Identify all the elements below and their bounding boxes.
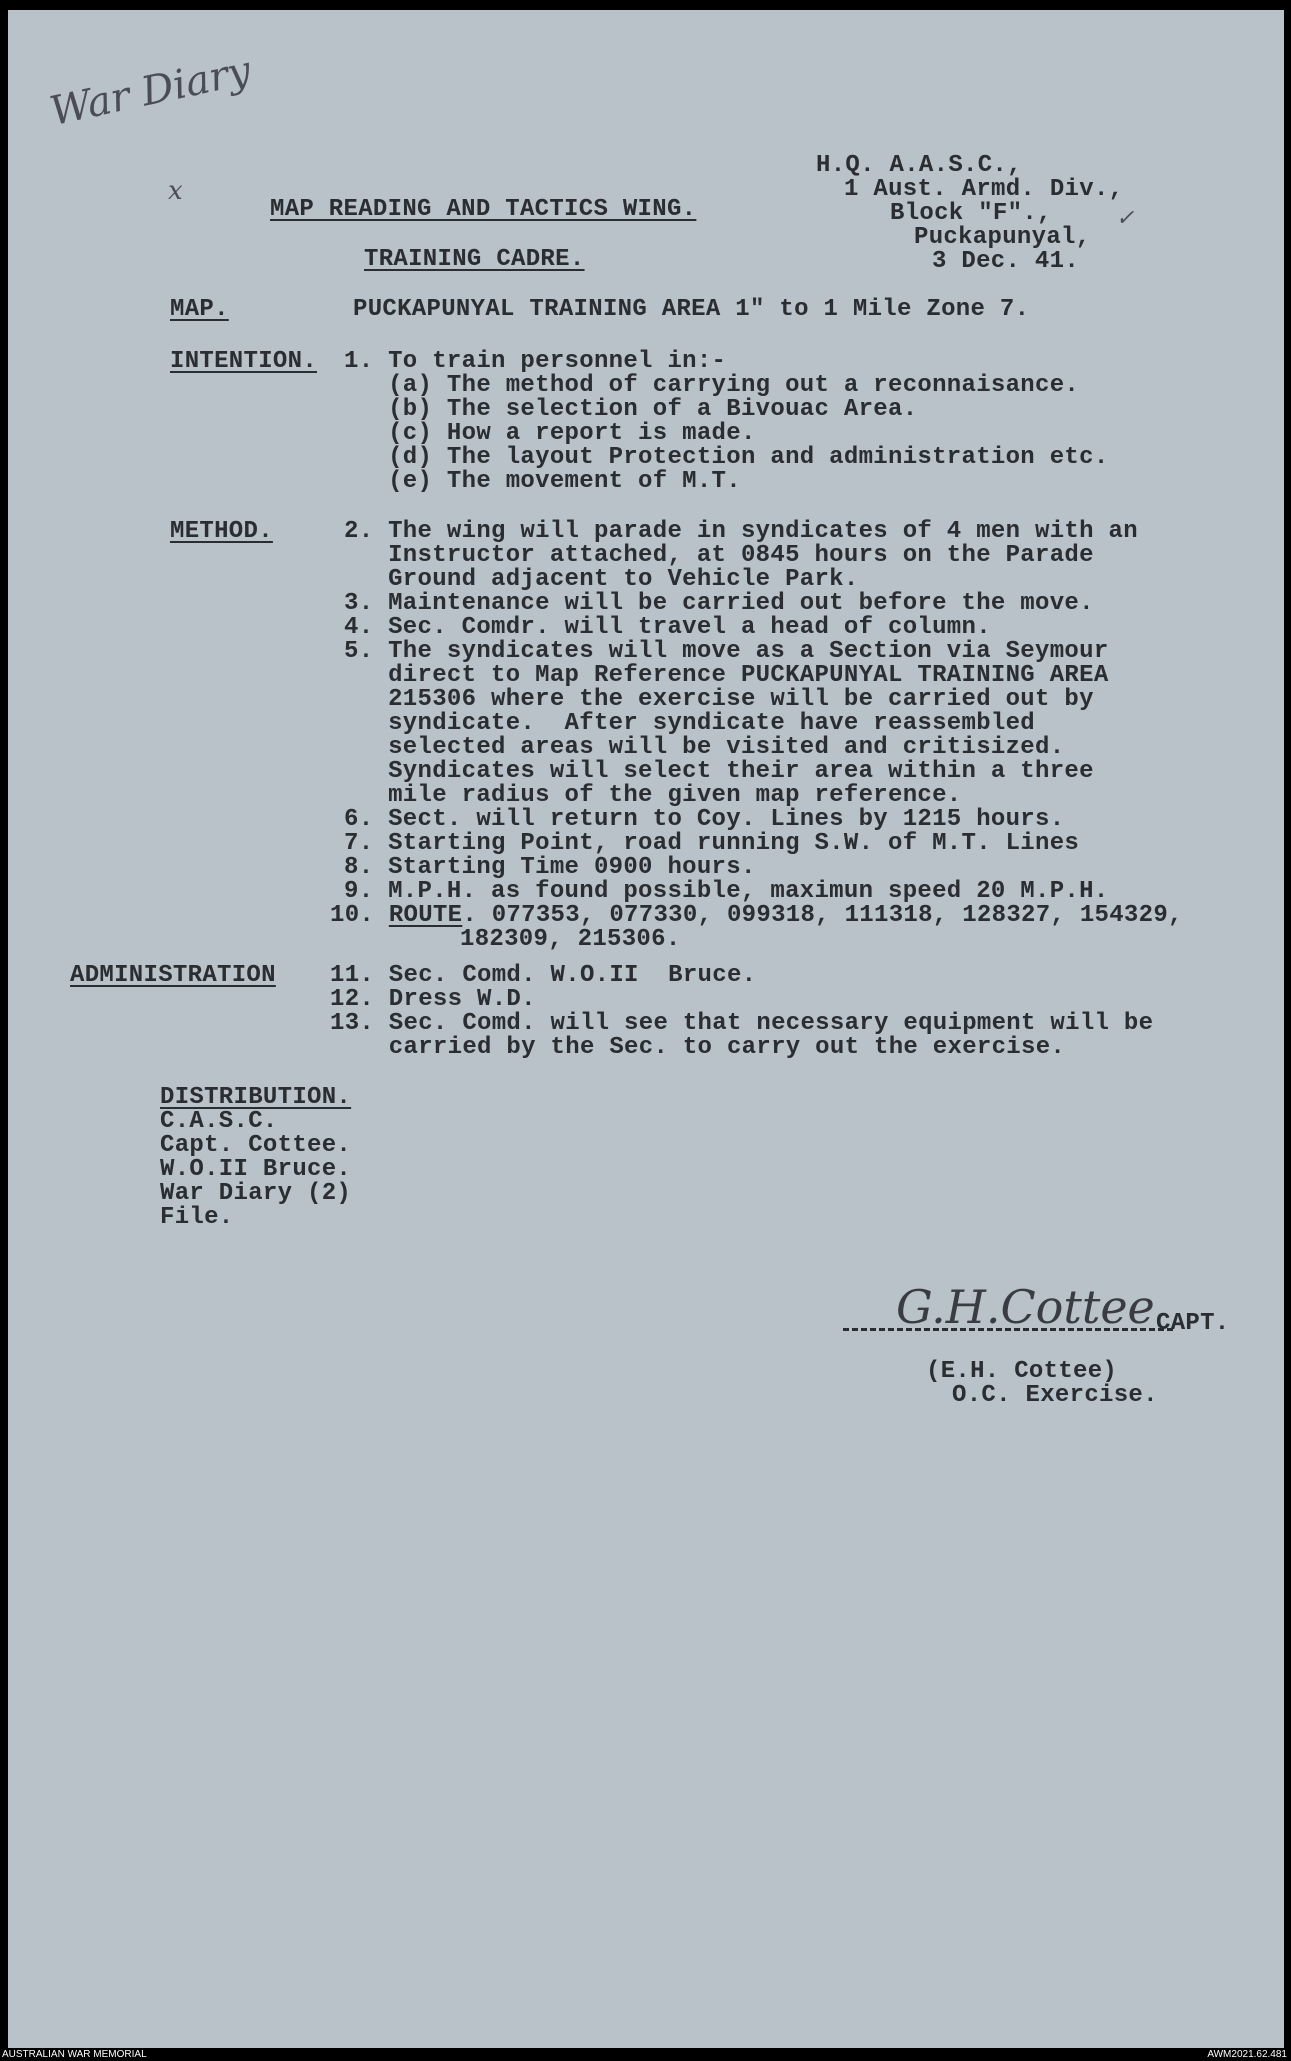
- intention-line: (d) The layout Protection and administration etc.: [344, 444, 1109, 471]
- intention-line: (c) How a report is made.: [344, 420, 756, 447]
- method-label: METHOD.: [170, 518, 273, 545]
- address-line: 1 Aust. Armd. Div.,: [844, 176, 1124, 203]
- method-line: mile radius of the given map reference.: [344, 782, 962, 809]
- map-text: PUCKAPUNYAL TRAINING AREA 1" to 1 Mile Zone 7.: [353, 296, 1030, 323]
- intention-label: INTENTION.: [170, 348, 318, 375]
- method-line: 215306 where the exercise will be carried out by: [344, 686, 1094, 713]
- method-line: 7. Starting Point, road running S.W. of M.T. Lines: [344, 830, 1080, 857]
- signature-name: (E.H. Cottee): [926, 1358, 1118, 1385]
- route-text: . 077353, 077330, 099318, 111318, 128327, 154329,: [462, 902, 1183, 929]
- distribution-item: W.O.II Bruce.: [160, 1156, 352, 1183]
- distribution-item: Capt. Cottee.: [160, 1132, 352, 1159]
- footer-reference: AWM2021.62.481: [1207, 2049, 1287, 2060]
- administration-label: ADMINISTRATION: [70, 962, 276, 989]
- method-line: 3. Maintenance will be carried out before the move.: [344, 590, 1094, 617]
- intention-line: (e) The movement of M.T.: [344, 468, 741, 495]
- address-line: H.Q. A.A.S.C.,: [816, 152, 1022, 179]
- route-line-2: 182309, 215306.: [460, 926, 681, 953]
- method-line: 2. The wing will parade in syndicates of 4 men with an: [344, 518, 1138, 545]
- method-line: Ground adjacent to Vehicle Park.: [344, 566, 859, 593]
- distribution-item: War Diary (2): [160, 1180, 352, 1207]
- route-number: 10.: [330, 902, 375, 929]
- signature-role: O.C. Exercise.: [952, 1382, 1158, 1409]
- intention-line: (a) The method of carrying out a reconnaisance.: [344, 372, 1080, 399]
- intention-line: 1. To train personnel in:-: [344, 348, 727, 375]
- route-line: [330, 904, 1183, 928]
- document-title: MAP READING AND TACTICS WING.: [270, 196, 697, 223]
- administration-line: 12. Dress W.D.: [330, 986, 536, 1013]
- signature-rank: CAPT.: [1156, 1310, 1230, 1337]
- signature-line: [843, 1328, 1173, 1331]
- method-line: 9. M.P.H. as found possible, maximun speed 20 M.P.H.: [344, 878, 1109, 905]
- handwritten-x-mark: x: [168, 176, 183, 206]
- address-line: 3 Dec. 41.: [932, 248, 1080, 275]
- method-line: 5. The syndicates will move as a Section via Seymour: [344, 638, 1109, 665]
- method-line: Instructor attached, at 0845 hours on the Parade: [344, 542, 1094, 569]
- administration-line: 11. Sec. Comd. W.O.II Bruce.: [330, 962, 757, 989]
- method-line: 6. Sect. will return to Coy. Lines by 1215 hours.: [344, 806, 1065, 833]
- distribution-item: File.: [160, 1204, 234, 1231]
- distribution-item: C.A.S.C.: [160, 1108, 278, 1135]
- administration-line: 13. Sec. Comd. will see that necessary equipment will be: [330, 1010, 1154, 1037]
- administration-line: carried by the Sec. to carry out the exercise.: [330, 1034, 1066, 1061]
- handwritten-note: War Diary: [46, 47, 255, 135]
- method-line: 8. Starting Time 0900 hours.: [344, 854, 756, 881]
- handwritten-tick-mark: ✓: [1116, 206, 1135, 231]
- method-line: 4. Sec. Comdr. will travel a head of column.: [344, 614, 991, 641]
- handwritten-signature: G.H.Cottee: [896, 1280, 1155, 1334]
- document-subtitle: TRAINING CADRE.: [364, 246, 585, 273]
- map-label: MAP.: [170, 296, 229, 323]
- address-line: Block "F".,: [890, 200, 1052, 227]
- address-line: Puckapunyal,: [914, 224, 1091, 251]
- distribution-label: DISTRIBUTION.: [160, 1084, 352, 1111]
- intention-line: (b) The selection of a Bivouac Area.: [344, 396, 918, 423]
- route-label: ROUTE: [388, 902, 463, 929]
- method-line: syndicate. After syndicate have reassembled: [344, 710, 1036, 737]
- footer-source: AUSTRALIAN WAR MEMORIAL: [2, 2049, 147, 2060]
- document-page: [8, 10, 1284, 2048]
- method-line: Syndicates will select their area within a three: [344, 758, 1094, 785]
- method-line: selected areas will be visited and critisized.: [344, 734, 1065, 761]
- method-line: direct to Map Reference PUCKAPUNYAL TRAINING AREA: [344, 662, 1109, 689]
